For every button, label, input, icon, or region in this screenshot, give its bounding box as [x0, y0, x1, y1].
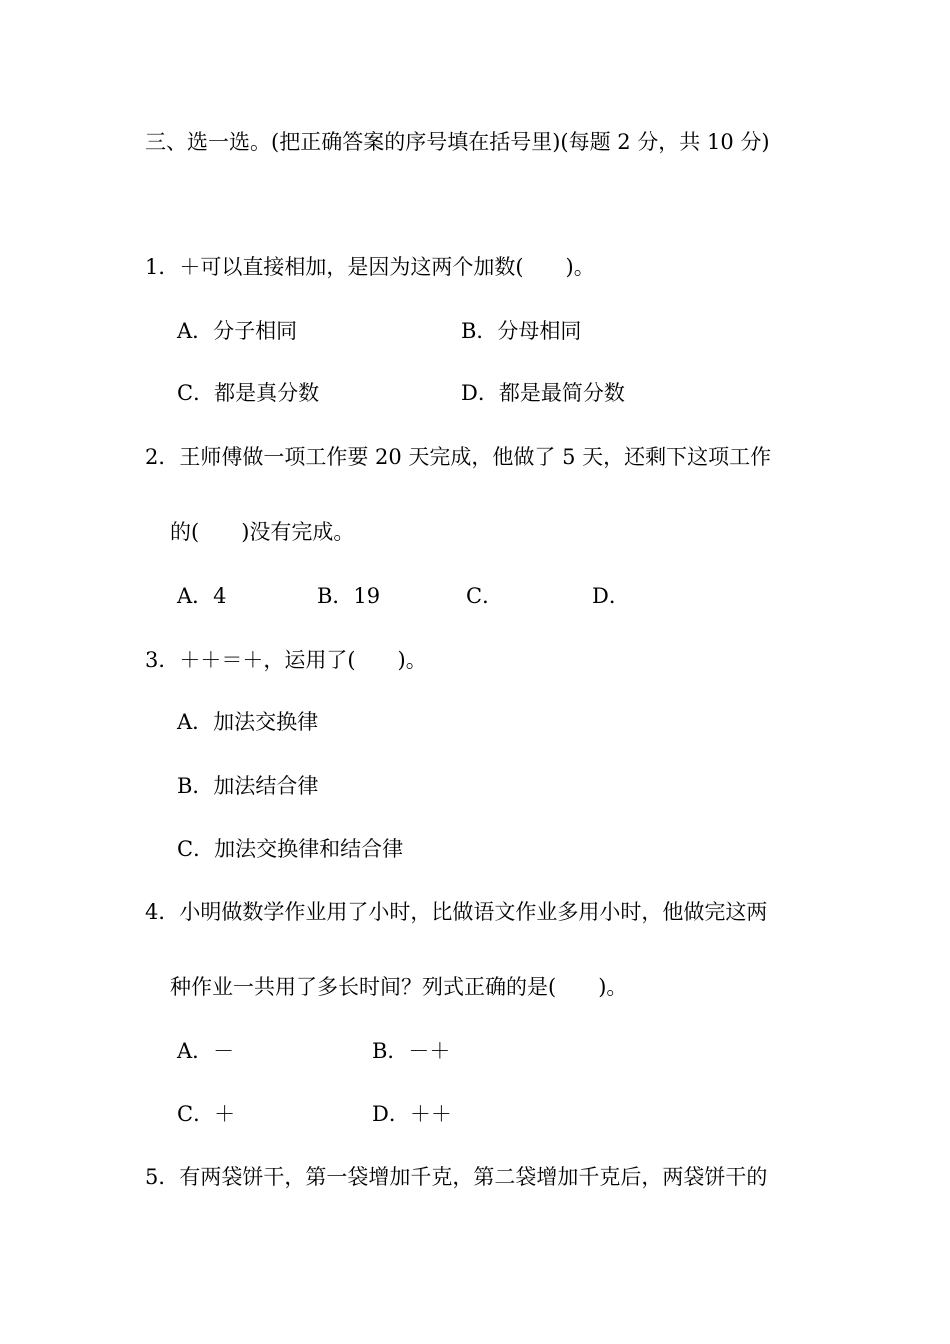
question-2-option-c: C．	[466, 584, 504, 608]
question-3-option-a: A．加法交换律	[177, 710, 319, 734]
question-4-stem-line-2: 种作业一共用了多长时间？列式正确的是( )。	[170, 975, 628, 999]
question-1-option-c: C．都是真分数	[177, 381, 320, 405]
question-2-option-b: B．19	[317, 584, 381, 608]
question-2-option-d: D．	[592, 584, 630, 608]
question-4-stem-line-1: 4．小明做数学作业用了小时，比做语文作业多用小时，他做完这两	[145, 900, 768, 924]
question-1-option-d: D．都是最简分数	[461, 381, 625, 405]
question-2-stem-line-1: 2．王师傅做一项工作要 20 天完成，他做了 5 天，还剩下这项工作	[145, 445, 772, 469]
question-3-stem: 3．＋＋＝＋，运用了( )。	[145, 648, 427, 672]
question-5-stem-line-1: 5．有两袋饼干，第一袋增加千克，第二袋增加千克后，两袋饼干的	[145, 1165, 768, 1189]
question-4-option-a: A．－	[177, 1039, 235, 1063]
question-1-option-b: B．分母相同	[461, 319, 582, 343]
question-4-option-d: D．＋＋	[372, 1102, 452, 1126]
question-4-option-c: C．＋	[177, 1102, 236, 1126]
question-2-stem-line-2: 的( )没有完成。	[170, 520, 355, 544]
question-4-option-b: B．－＋	[372, 1039, 451, 1063]
question-3-option-c: C．加法交换律和结合律	[177, 837, 404, 861]
question-1-stem: 1．＋可以直接相加，是因为这两个加数( )。	[145, 255, 595, 279]
section-heading: 三、选一选。(把正确答案的序号填在括号里)(每题 2 分，共 10 分)	[145, 130, 770, 154]
question-2-option-a: A．4	[177, 584, 227, 608]
question-3-option-b: B．加法结合律	[177, 774, 319, 798]
question-1-option-a: A．分子相同	[177, 319, 298, 343]
